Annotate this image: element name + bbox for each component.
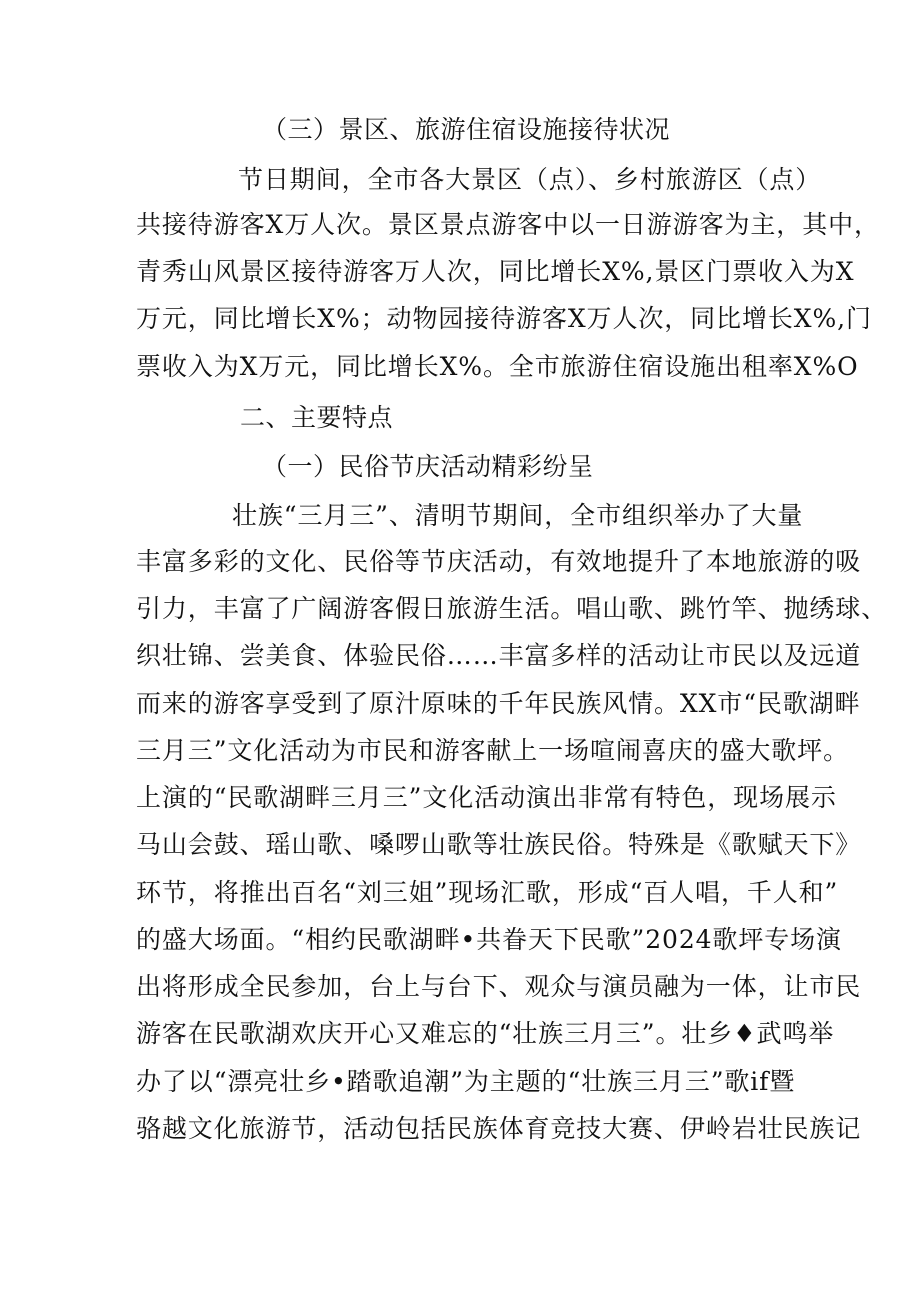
- section-two-heading: 二、主要特点: [240, 403, 394, 432]
- paragraph-2-line-13: 办了以“漂亮壮乡•踏歌追潮”为主题的“壮族三月三”歌if暨: [136, 1067, 796, 1096]
- paragraph-2-line-9: 环节，将推出百名“刘三姐”现场汇歌，形成“百人唱，千人和”: [136, 878, 839, 907]
- paragraph-2-line-1: 壮族“三月三”、清明节期间，全市组织举办了大量: [232, 501, 804, 530]
- paragraph-2-line-14: 骆越文化旅游节，活动包括民族体育竞技大赛、伊岭岩壮民族记: [136, 1114, 862, 1143]
- paragraph-2-line-7: 上演的“民歌湖畔三月三”文化活动演出非常有特色，现场展示: [136, 783, 837, 812]
- paragraph-2-line-2: 丰富多彩的文化、民俗等节庆活动，有效地提升了本地旅游的吸: [136, 547, 862, 576]
- subsection-one-heading: （一）民俗节庆活动精彩纷呈: [262, 452, 594, 481]
- paragraph-1-line-3: 青秀山风景区接待游客万人次，同比增长X%,景区门票收入为X: [136, 257, 855, 286]
- paragraph-2-line-10: 的盛大场面。“相约民歌湖畔•共眷天下民歌”2024歌坪专场演: [136, 925, 842, 954]
- paragraph-2-line-5: 而来的游客享受到了原汁原味的千年民族风情。XX市“民歌湖畔: [136, 689, 861, 718]
- paragraph-2-line-11: 出将形成全民参加，台上与台下、观众与演员融为一体，让市民: [136, 972, 862, 1001]
- paragraph-1-line-4: 万元，同比增长X%；动物园接待游客X万人次，同比增长X%,门: [136, 304, 872, 333]
- section-three-heading: （三）景区、旅游住宿设施接待状况: [262, 115, 671, 144]
- paragraph-2-line-12: 游客在民歌湖欢庆开心又难忘的“壮族三月三”。壮乡♦武鸣举: [136, 1019, 835, 1048]
- paragraph-2-line-4: 织壮锦、尝美食、体验民俗……丰富多样的活动让市民以及远道: [136, 641, 862, 670]
- paragraph-2-line-6: 三月三”文化活动为市民和游客献上一场喧闹喜庆的盛大歌坪。: [136, 736, 849, 765]
- paragraph-2-line-3: 引力，丰富了广阔游客假日旅游生活。唱山歌、跳竹竿、抛绣球、: [136, 594, 888, 623]
- paragraph-1-line-5: 票收入为X万元，同比增长X%。全市旅游住宿设施出租率X%O: [136, 352, 859, 381]
- paragraph-1-line-1: 节日期间，全市各大景区（点）、乡村旅游区（点）: [238, 165, 822, 194]
- paragraph-2-line-8: 马山会鼓、瑶山歌、嗓啰山歌等壮族民俗。特殊是《歌赋天下》: [136, 830, 862, 859]
- paragraph-1-line-2: 共接待游客X万人次。景区景点游客中以一日游游客为主，其中，: [136, 210, 880, 239]
